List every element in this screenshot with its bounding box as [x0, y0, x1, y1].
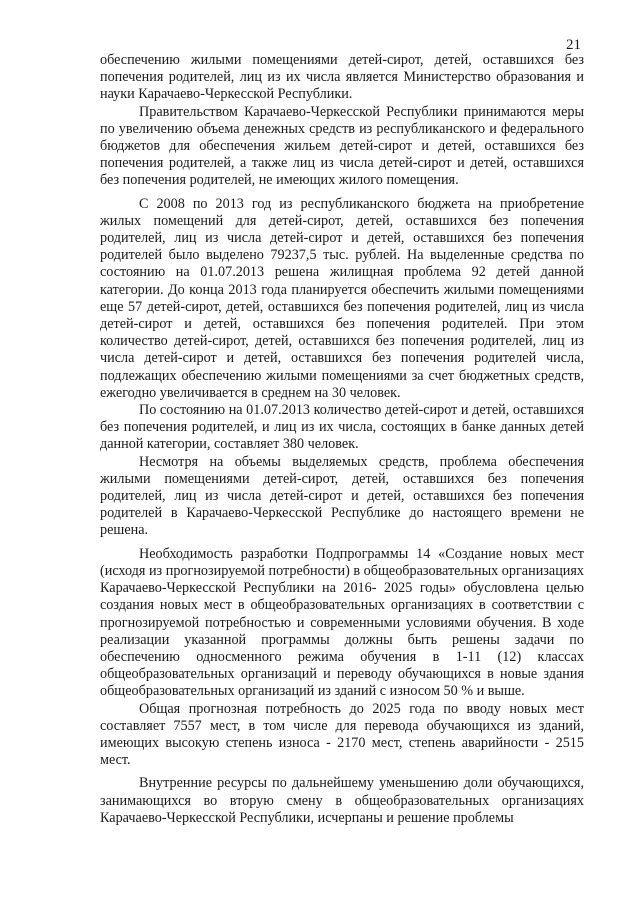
paragraph-3: С 2008 по 2013 год из республиканского бюджета на приобретение жилых помещений для детей-сирот, детей, оставшихся без попечения родителей, лиц из числа детей-сирот и детей, оставшихся без попечения родителей было выделено 79237,5 тыс. рублей. На выделенные средства по состоянию на 01.07.2013 решена жилищная проблема 92 детей данной категории. До конца 2013 года планируется обеспечить жилыми помещениями еще 57 детей-сирот, детей, оставшихся без попечения родителей, лиц из числа детей-сирот и детей, оставшихся без попечения родителей. При этом количество детей-сирот, детей, оставшихся без попечения родителей, лиц из числа детей-сирот и детей, оставшихся без попечения родителей числа, подлежащих обеспечению жилыми помещениями за счет бюджетных средств, ежегодно увеличивается в среднем на 30 человек.	[100, 195, 584, 401]
paragraph-2: Правительством Карачаево-Черкесской Республики принимаются меры по увеличению объема денежных средств из республиканского и федерального бюджетов для обеспечения жильем детей-сирот и детей, оставшихся без попечения родителей, а также лиц из числа детей-сирот и детей, оставшихся без попечения родителей, не имеющих жилого помещения.	[100, 103, 584, 189]
paragraph-1: обеспечению жилыми помещениями детей-сирот, детей, оставшихся без попечения родителей, лиц из их числа является Министерство образования и науки Карачаево-Черкесской Республики.	[100, 52, 584, 103]
paragraph-6: Необходимость разработки Подпрограммы 14 «Создание новых мест (исходя из прогнозируемой потребности) в общеобразовательных организациях Карачаево-Черкесской Республики на 2016- 2025 годы» обусловлена целью создания новых мест в общеобразовательных организациях в соответствии с прогнозируемой потребностью и современными условиями обучения. В ходе реализации указанной программы должны быть решены задачи по обеспечению односменного режима обучения в 1-11 (12) классах общеобразовательных организаций и переводу обучающихся в новые здания общеобразовательных организаций из зданий с износом 50 % и выше.	[100, 545, 584, 700]
paragraph-7: Общая прогнозная потребность до 2025 года по вводу новых мест составляет 7557 мест, в том числе для перевода обучающихся из зданий, имеющих высокую степень износа - 2170 мест, степень аварийности - 2515 мест.	[100, 700, 584, 769]
paragraph-8: Внутренние ресурсы по дальнейшему уменьшению доли обучающихся, занимающихся во вторую смену в общеобразовательных организациях Карачаево-Черкесской Республики, исчерпаны и решение проблемы	[100, 775, 584, 826]
page-number: 21	[566, 37, 581, 53]
paragraph-5: Несмотря на объемы выделяемых средств, проблема обеспечения жилыми помещениями детей-сирот, детей, оставшихся без попечения родителей, лиц из числа детей-сирот и детей, оставшихся без попечения родителей в Карачаево-Черкесской Республике до настоящего времени не решена.	[100, 453, 584, 539]
paragraph-4: По состоянию на 01.07.2013 количество детей-сирот и детей, оставшихся без попечения родителей, и лиц из их числа, состоящих в банке данных детей данной категории, составляет 380 человек.	[100, 402, 584, 453]
document-body	[100, 52, 584, 827]
